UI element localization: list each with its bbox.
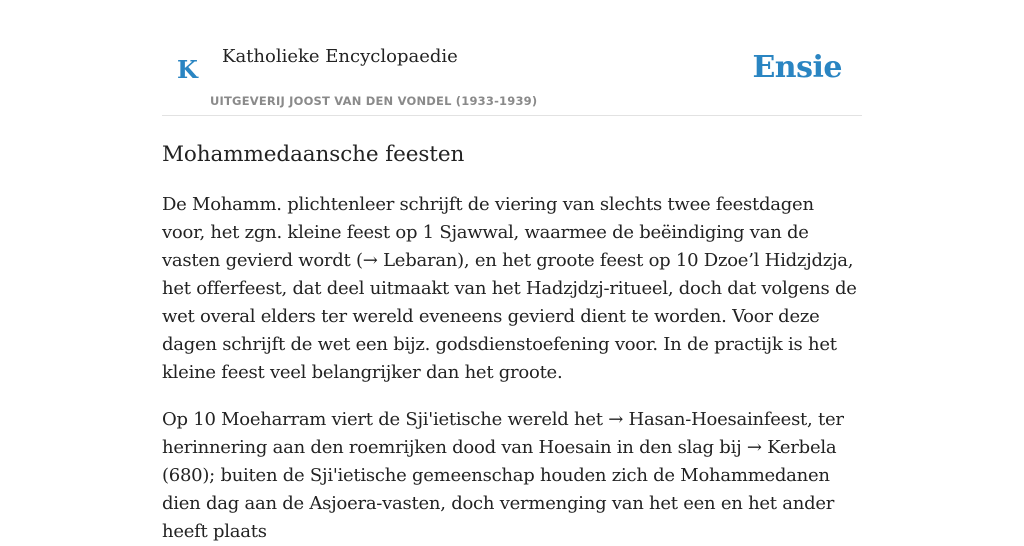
site-subtitle: UITGEVERIJ JOOST VAN DEN VONDEL (1933-1939) xyxy=(210,94,538,108)
site-header xyxy=(162,0,862,116)
link-lebaran[interactable]: → Lebaran xyxy=(362,250,458,271)
paragraph-text: Op 10 Moeharram viert de Sji'ietische wereld het xyxy=(162,409,609,430)
paragraph-text: ), en het groote feest op 10 Dzoe’l Hidzjdzja, het offerfeest, dat deel uitmaakt van het Hadzjdzj-ritueel, doch dat volgens de wet overal elders ter wereld eveneens gevierd dient te worden. Voor deze dagen schrijft de wet een bijz. godsdienstoefening voor. In de practijk is het kleine feest veel belangrijker dan het groote. xyxy=(162,250,857,383)
page xyxy=(162,0,862,546)
article-title: Mohammedaansche feesten xyxy=(162,142,465,167)
brand-logo[interactable]: Ensie xyxy=(752,50,842,85)
paragraph-text: , ter herinnering aan den roemrijken dood van Hoesain in den slag bij xyxy=(162,409,844,458)
link-kerbela[interactable]: → Kerbela xyxy=(746,437,837,458)
paragraph-text: De Mohamm. plichtenleer schrijft de viering van slechts twee feestdagen voor, het zgn. kleine feest op 1 Sjawwal, waarmee de beëindiging van de vasten gevierd wordt ( xyxy=(162,194,814,271)
link-hasan-hoesainfeest[interactable]: → Hasan-Hoesainfeest xyxy=(608,409,808,430)
site-logo[interactable]: K xyxy=(177,55,198,84)
site-title[interactable]: Katholieke Encyclopaedie xyxy=(222,46,458,67)
article-paragraph-1 xyxy=(162,191,862,387)
article-paragraph-2 xyxy=(162,406,862,546)
paragraph-text: (680); buiten de Sji'ietische gemeenschap houden zich de Mohammedanen dien dag aan de Asjoera-vasten, doch vermenging van het een en het ander heeft plaats xyxy=(162,465,835,542)
